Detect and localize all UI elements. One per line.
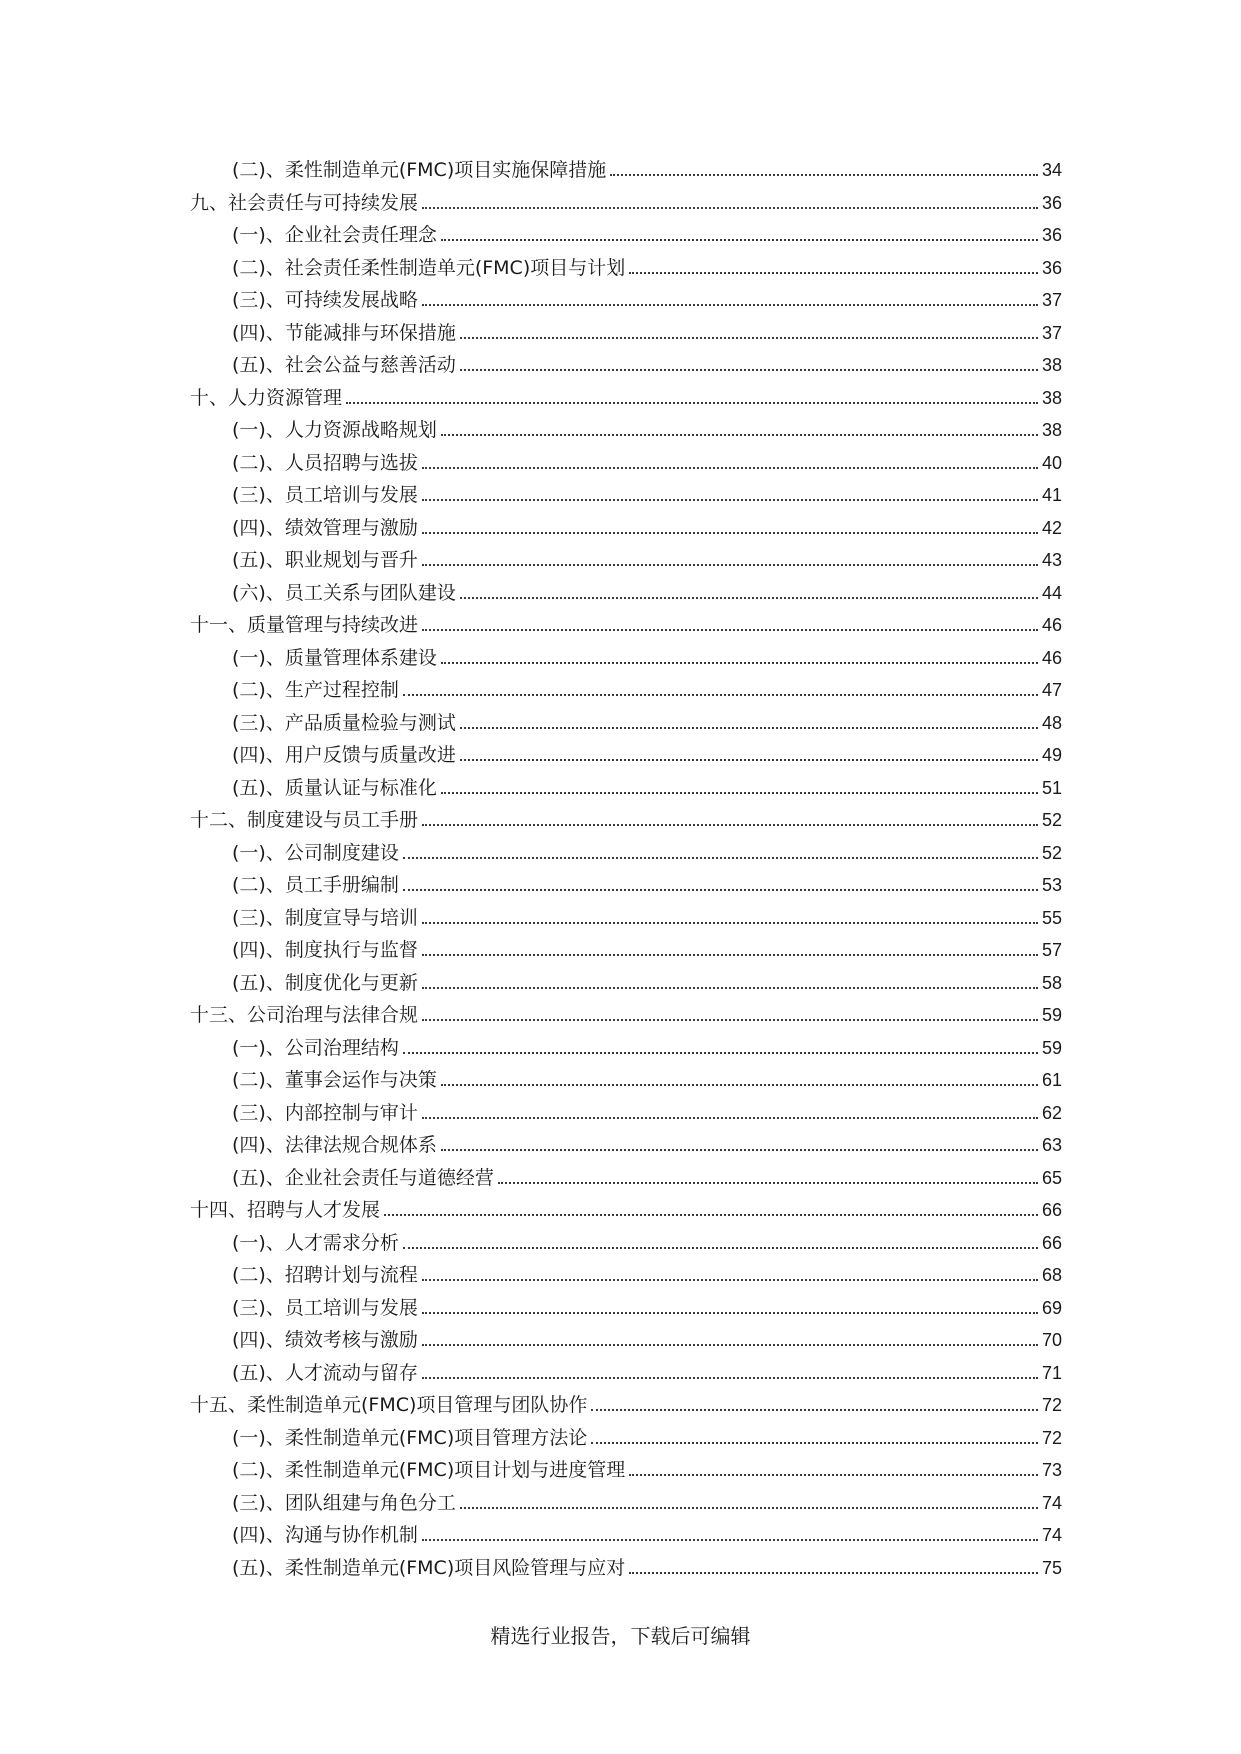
toc-section-row	[0, 577, 1241, 610]
toc-entry-link[interactable]	[190, 387, 1241, 409]
toc-page-number: 66	[1041, 1232, 1062, 1253]
toc-section-row	[0, 1324, 1241, 1357]
toc-entry-title: (二)、柔性制造单元(FMC)项目计划与进度管理	[232, 1459, 626, 1482]
toc-entry-link[interactable]	[232, 1297, 1241, 1319]
toc-entry-link[interactable]	[190, 192, 1241, 214]
toc-section-row	[0, 1519, 1241, 1552]
toc-entry-title: (一)、柔性制造单元(FMC)项目管理方法论	[232, 1426, 588, 1449]
dot-leader	[422, 304, 1038, 306]
toc-entry-title: (一)、公司治理结构	[232, 1036, 399, 1059]
toc-entry-link[interactable]	[232, 1492, 1241, 1514]
toc-entry-link[interactable]	[232, 1427, 1241, 1449]
toc-entry-title: (三)、制度宣导与培训	[232, 906, 418, 929]
dot-leader	[591, 1442, 1038, 1444]
toc-entry-link[interactable]	[232, 1134, 1241, 1156]
toc-page-number: 71	[1041, 1362, 1062, 1383]
toc-entry-link[interactable]	[232, 939, 1241, 961]
dot-leader	[403, 1247, 1038, 1249]
toc-entry-title: (五)、社会公益与慈善活动	[232, 354, 456, 377]
toc-page-number: 55	[1041, 907, 1062, 928]
toc-entry-link[interactable]	[232, 517, 1241, 539]
toc-page-number: 75	[1041, 1557, 1062, 1578]
toc-entry-title: (四)、制度执行与监督	[232, 939, 418, 962]
dot-leader	[422, 824, 1038, 826]
toc-section-row	[0, 869, 1241, 902]
toc-entry-title: (六)、员工关系与团队建设	[232, 581, 456, 604]
toc-page-number: 69	[1041, 1297, 1062, 1318]
toc-section-row	[0, 1552, 1241, 1585]
toc-page-number: 59	[1041, 1037, 1062, 1058]
toc-entry-title: 十五、柔性制造单元(FMC)项目管理与团队协作	[190, 1394, 588, 1417]
toc-entry-title: (五)、制度优化与更新	[232, 971, 418, 994]
toc-section-row	[0, 642, 1241, 675]
dot-leader	[403, 1052, 1038, 1054]
toc-entry-link[interactable]	[232, 712, 1241, 734]
toc-entry-title: (三)、内部控制与审计	[232, 1101, 418, 1124]
toc-entry-link[interactable]	[232, 582, 1241, 604]
toc-entry-link[interactable]	[232, 484, 1241, 506]
toc-page-number: 34	[1041, 160, 1062, 181]
toc-chapter-row	[0, 1194, 1241, 1227]
toc-chapter-row	[0, 609, 1241, 642]
toc-entry-title: (三)、员工培训与发展	[232, 1296, 418, 1319]
toc-entry-link[interactable]	[190, 1004, 1241, 1026]
toc-entry-link[interactable]	[232, 1459, 1241, 1481]
toc-entry-title: 十一、质量管理与持续改进	[190, 614, 419, 637]
dot-leader	[422, 1344, 1038, 1346]
toc-chapter-row	[0, 187, 1241, 220]
toc-entry-link[interactable]	[232, 1524, 1241, 1546]
toc-section-row	[0, 902, 1241, 935]
table-of-contents	[0, 154, 1241, 1584]
toc-section-row	[0, 447, 1241, 480]
toc-section-row	[0, 1454, 1241, 1487]
toc-page-number: 57	[1041, 940, 1062, 961]
dot-leader	[460, 1507, 1038, 1509]
toc-section-row	[0, 739, 1241, 772]
toc-page-number: 68	[1041, 1265, 1062, 1286]
dot-leader	[422, 499, 1038, 501]
toc-section-row	[0, 967, 1241, 1000]
toc-entry-title: 十二、制度建设与员工手册	[190, 809, 419, 832]
dot-leader	[441, 1149, 1038, 1151]
toc-page-number: 53	[1041, 875, 1062, 896]
dot-leader	[460, 337, 1038, 339]
toc-entry-link[interactable]	[190, 614, 1241, 636]
dot-leader	[422, 987, 1038, 989]
toc-entry-title: (二)、董事会运作与决策	[232, 1069, 437, 1092]
toc-entry-title: (三)、可持续发展战略	[232, 289, 418, 312]
dot-leader	[441, 239, 1038, 241]
toc-entry-link[interactable]	[232, 1362, 1241, 1384]
toc-section-row	[0, 1487, 1241, 1520]
toc-entry-link[interactable]	[232, 289, 1241, 311]
toc-page-number: 46	[1041, 615, 1062, 636]
toc-entry-link[interactable]	[232, 549, 1241, 571]
toc-entry-link[interactable]	[232, 1069, 1241, 1091]
toc-entry-link[interactable]	[232, 1167, 1241, 1189]
toc-entry-link[interactable]	[232, 452, 1241, 474]
toc-entry-link[interactable]	[232, 874, 1241, 896]
toc-page-number: 40	[1041, 452, 1062, 473]
toc-entry-title: (一)、人才需求分析	[232, 1231, 399, 1254]
page-footer: 精选行业报告，下载后可编辑	[490, 1624, 751, 1648]
toc-page-number: 74	[1041, 1525, 1062, 1546]
toc-section-row	[0, 1357, 1241, 1390]
toc-section-row	[0, 349, 1241, 382]
dot-leader	[441, 662, 1038, 664]
toc-entry-link[interactable]	[232, 907, 1241, 929]
toc-entry-link[interactable]	[232, 679, 1241, 701]
dot-leader	[610, 174, 1038, 176]
toc-entry-link[interactable]	[232, 1329, 1241, 1351]
toc-entry-title: (二)、招聘计划与流程	[232, 1264, 418, 1287]
toc-section-row	[0, 252, 1241, 285]
toc-page-number: 37	[1041, 322, 1062, 343]
dot-leader	[460, 369, 1038, 371]
toc-entry-link[interactable]	[232, 1102, 1241, 1124]
toc-chapter-row	[0, 382, 1241, 415]
dot-leader	[422, 922, 1038, 924]
toc-entry-link[interactable]	[232, 744, 1241, 766]
toc-section-row	[0, 414, 1241, 447]
dot-leader	[422, 1377, 1038, 1379]
dot-leader	[629, 1572, 1038, 1574]
toc-page-number: 38	[1041, 355, 1062, 376]
toc-page-number: 47	[1041, 680, 1062, 701]
toc-entry-link[interactable]	[232, 1232, 1241, 1254]
toc-entry-title: (四)、节能减排与环保措施	[232, 321, 456, 344]
dot-leader	[441, 792, 1038, 794]
toc-chapter-row	[0, 999, 1241, 1032]
toc-page-number: 44	[1041, 582, 1062, 603]
toc-page-number: 46	[1041, 647, 1062, 668]
toc-page-number: 62	[1041, 1102, 1062, 1123]
toc-page-number: 70	[1041, 1330, 1062, 1351]
dot-leader	[460, 597, 1038, 599]
toc-entry-title: (一)、公司制度建设	[232, 841, 399, 864]
toc-entry-title: (五)、人才流动与留存	[232, 1361, 418, 1384]
toc-page-number: 61	[1041, 1070, 1062, 1091]
toc-page-number: 74	[1041, 1492, 1062, 1513]
toc-section-row	[0, 1129, 1241, 1162]
dot-leader	[629, 1474, 1038, 1476]
toc-section-row	[0, 1064, 1241, 1097]
toc-entry-title: (一)、企业社会责任理念	[232, 224, 437, 247]
toc-entry-title: (五)、企业社会责任与道德经营	[232, 1166, 494, 1189]
toc-entry-link[interactable]	[232, 1264, 1241, 1286]
toc-entry-title: (二)、柔性制造单元(FMC)项目实施保障措施	[232, 159, 607, 182]
toc-section-row	[0, 544, 1241, 577]
toc-entry-title: (四)、沟通与协作机制	[232, 1524, 418, 1547]
toc-entry-link[interactable]	[190, 1199, 1241, 1221]
toc-page-number: 63	[1041, 1135, 1062, 1156]
toc-entry-title: (五)、柔性制造单元(FMC)项目风险管理与应对	[232, 1556, 626, 1579]
dot-leader	[441, 1084, 1038, 1086]
toc-section-row	[0, 934, 1241, 967]
toc-page-number: 72	[1041, 1395, 1062, 1416]
toc-page-number: 38	[1041, 387, 1062, 408]
toc-entry-title: (五)、职业规划与晋升	[232, 549, 418, 572]
toc-page-number: 58	[1041, 972, 1062, 993]
toc-section-row	[0, 1227, 1241, 1260]
toc-section-row	[0, 707, 1241, 740]
toc-page-number: 65	[1041, 1167, 1062, 1188]
toc-page-number: 49	[1041, 745, 1062, 766]
toc-section-row	[0, 512, 1241, 545]
dot-leader	[441, 434, 1038, 436]
toc-entry-link[interactable]	[232, 322, 1241, 344]
toc-section-row	[0, 284, 1241, 317]
toc-entry-title: (二)、员工手册编制	[232, 874, 399, 897]
toc-section-row	[0, 837, 1241, 870]
toc-page-number: 48	[1041, 712, 1062, 733]
toc-entry-title: (二)、人员招聘与选拔	[232, 451, 418, 474]
toc-entry-title: 十、人力资源管理	[190, 386, 343, 409]
toc-entry-link[interactable]	[232, 972, 1241, 994]
toc-section-row	[0, 1292, 1241, 1325]
toc-entry-link[interactable]	[232, 1557, 1241, 1579]
dot-leader	[384, 1214, 1038, 1216]
toc-page-number: 36	[1041, 225, 1062, 246]
toc-page-number: 72	[1041, 1427, 1062, 1448]
toc-page-number: 36	[1041, 257, 1062, 278]
dot-leader	[422, 1312, 1038, 1314]
toc-entry-title: 九、社会责任与可持续发展	[190, 191, 419, 214]
toc-section-row	[0, 1162, 1241, 1195]
dot-leader	[422, 564, 1038, 566]
toc-page-number: 38	[1041, 420, 1062, 441]
toc-chapter-row	[0, 1389, 1241, 1422]
dot-leader	[629, 272, 1038, 274]
toc-entry-link[interactable]	[190, 809, 1241, 831]
toc-entry-link[interactable]	[232, 419, 1241, 441]
toc-section-row	[0, 1032, 1241, 1065]
toc-page-number: 66	[1041, 1200, 1062, 1221]
dot-leader	[422, 954, 1038, 956]
toc-entry-title: (一)、质量管理体系建设	[232, 646, 437, 669]
toc-entry-link[interactable]	[232, 647, 1241, 669]
toc-page-number: 59	[1041, 1005, 1062, 1026]
toc-entry-title: (四)、法律法规合规体系	[232, 1134, 437, 1157]
toc-entry-title: (四)、绩效考核与激励	[232, 1329, 418, 1352]
toc-entry-link[interactable]	[232, 224, 1241, 246]
toc-entry-title: (五)、质量认证与标准化	[232, 776, 437, 799]
toc-section-row	[0, 1259, 1241, 1292]
dot-leader	[422, 532, 1038, 534]
dot-leader	[422, 1279, 1038, 1281]
dot-leader	[422, 1019, 1038, 1021]
toc-page-number: 52	[1041, 842, 1062, 863]
toc-page-number: 42	[1041, 517, 1062, 538]
toc-entry-title: (二)、社会责任柔性制造单元(FMC)项目与计划	[232, 256, 626, 279]
dot-leader	[460, 727, 1038, 729]
dot-leader	[403, 694, 1038, 696]
toc-entry-title: (二)、生产过程控制	[232, 679, 399, 702]
dot-leader	[498, 1182, 1038, 1184]
toc-entry-link[interactable]	[232, 1037, 1241, 1059]
dot-leader	[460, 759, 1038, 761]
toc-entry-link[interactable]	[190, 1394, 1241, 1416]
toc-section-row	[0, 1422, 1241, 1455]
toc-page-number: 36	[1041, 192, 1062, 213]
toc-entry-title: (一)、人力资源战略规划	[232, 419, 437, 442]
toc-entry-link[interactable]	[232, 777, 1241, 799]
toc-section-row	[0, 317, 1241, 350]
toc-entry-title: (四)、用户反馈与质量改进	[232, 744, 456, 767]
toc-entry-link[interactable]	[232, 159, 1241, 181]
dot-leader	[422, 629, 1038, 631]
dot-leader	[346, 402, 1038, 404]
dot-leader	[591, 1409, 1038, 1411]
dot-leader	[403, 889, 1038, 891]
toc-section-row	[0, 219, 1241, 252]
dot-leader	[422, 207, 1038, 209]
toc-chapter-row	[0, 804, 1241, 837]
dot-leader	[422, 1539, 1038, 1541]
toc-entry-title: (四)、绩效管理与激励	[232, 516, 418, 539]
toc-page-number: 43	[1041, 550, 1062, 571]
dot-leader	[422, 467, 1038, 469]
toc-page-number: 73	[1041, 1460, 1062, 1481]
toc-entry-title: 十四、招聘与人才发展	[190, 1199, 381, 1222]
toc-entry-title: (三)、团队组建与角色分工	[232, 1491, 456, 1514]
toc-section-row	[0, 479, 1241, 512]
toc-page-number: 37	[1041, 290, 1062, 311]
toc-section-row	[0, 154, 1241, 187]
toc-entry-link[interactable]	[232, 354, 1241, 376]
toc-entry-link[interactable]	[232, 257, 1241, 279]
toc-entry-title: 十三、公司治理与法律合规	[190, 1004, 419, 1027]
toc-section-row	[0, 674, 1241, 707]
toc-entry-link[interactable]	[232, 842, 1241, 864]
dot-leader	[403, 857, 1038, 859]
toc-section-row	[0, 1097, 1241, 1130]
toc-entry-title: (三)、员工培训与发展	[232, 484, 418, 507]
toc-entry-title: (三)、产品质量检验与测试	[232, 711, 456, 734]
dot-leader	[422, 1117, 1038, 1119]
toc-page-number: 52	[1041, 810, 1062, 831]
toc-page-number: 41	[1041, 485, 1062, 506]
toc-page-number: 51	[1041, 777, 1062, 798]
toc-section-row	[0, 772, 1241, 805]
